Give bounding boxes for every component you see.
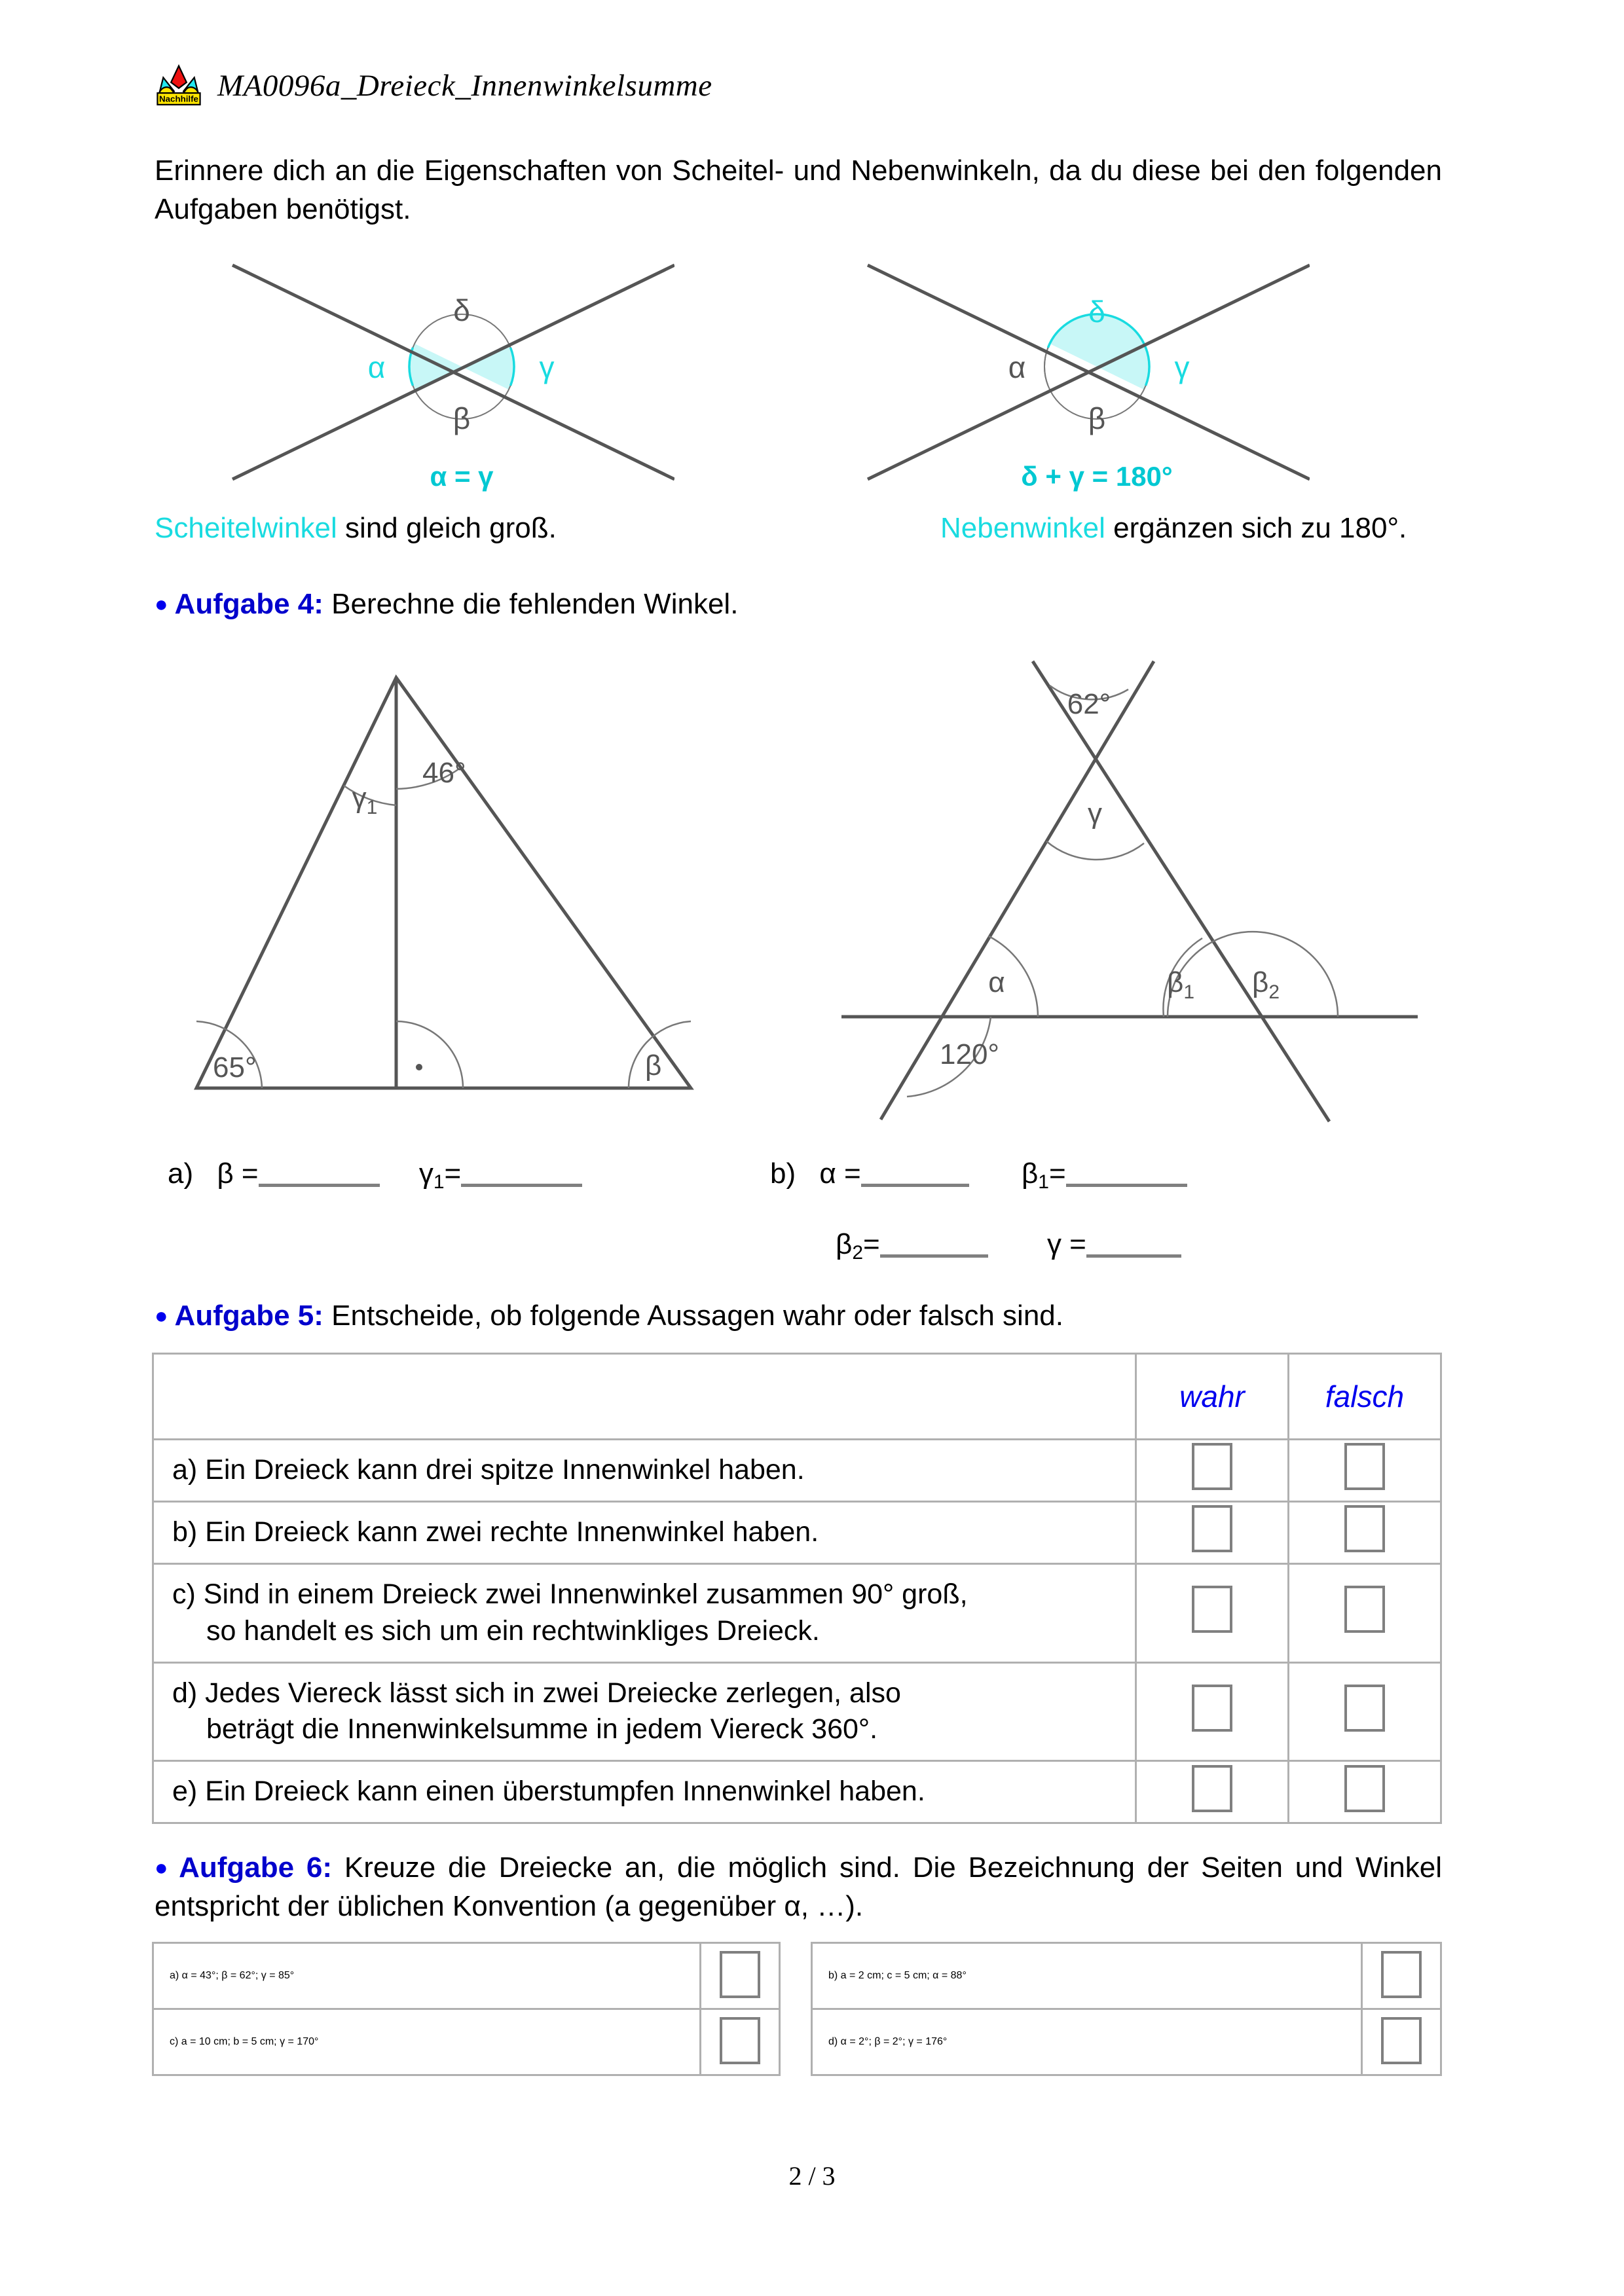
checkbox-e-wahr[interactable] (1192, 1765, 1232, 1812)
label-alpha-2: α (1008, 350, 1026, 384)
label-65: 65° (213, 1051, 257, 1084)
table-row (153, 1662, 1441, 1761)
option-row-b (812, 1943, 1441, 2009)
answer-gamma-label: γ = (1046, 1228, 1086, 1260)
checkbox-b-wahr[interactable] (1192, 1505, 1232, 1552)
option-row-c (153, 2009, 780, 2075)
option-row-a (153, 1943, 780, 2009)
checkbox-cell-e-falsch[interactable] (1289, 1761, 1441, 1823)
answer-beta2-label (836, 1228, 880, 1264)
caption-nebenwinkel (940, 512, 1407, 545)
answer-row-b1 (770, 1157, 1187, 1194)
answer-alpha-blank[interactable] (861, 1184, 969, 1187)
line-right (1033, 661, 1329, 1121)
page-header (155, 63, 712, 109)
formula-nebenwinkel: δ + γ = 180° (1021, 461, 1173, 492)
statement-cell-e (153, 1761, 1136, 1823)
answer-beta1-eq: = (1048, 1157, 1066, 1190)
checkbox-cell-b-falsch[interactable] (1289, 1501, 1441, 1563)
checkbox-cell-c-wahr[interactable] (1136, 1563, 1289, 1662)
arc-gamma-b (1046, 841, 1144, 860)
checkbox-cell-d-falsch[interactable] (1289, 1662, 1441, 1761)
answer-gamma1-blank[interactable] (461, 1184, 582, 1187)
task-6-bullet: ● (155, 1855, 173, 1880)
checkbox-c-wahr[interactable] (1192, 1586, 1232, 1633)
label-gamma-2: γ (1174, 350, 1190, 384)
answer-beta1-letter: β (1021, 1157, 1039, 1190)
header-cell-statement (153, 1354, 1136, 1440)
triangle-outline (196, 678, 691, 1088)
label-beta: β (452, 401, 471, 435)
checkbox-d-wahr[interactable] (1192, 1685, 1232, 1732)
caption-right-highlight: Nebenwinkel (940, 512, 1105, 544)
answer-gamma1-sub: 1 (433, 1171, 445, 1193)
line-left (881, 661, 1154, 1120)
header-falsch-label: falsch (1325, 1379, 1405, 1413)
label-gamma: γ (539, 350, 555, 384)
label-beta-fig-a: β (645, 1049, 662, 1082)
statement-cell-b (153, 1501, 1136, 1563)
checkbox-cell-c-falsch[interactable] (1289, 1563, 1441, 1662)
label-beta1: $\beta_1$ (1167, 966, 1194, 1003)
answer-gamma1-letter: γ (418, 1157, 434, 1190)
label-alpha: α (367, 350, 386, 384)
answer-beta2-eq: = (863, 1228, 880, 1260)
checkbox-b-falsch[interactable] (1344, 1505, 1385, 1552)
task4-figure-a (164, 648, 720, 1120)
logo-label: Nachhilfe (159, 94, 198, 104)
header-wahr-label: wahr (1179, 1379, 1245, 1413)
checkbox-option-d[interactable] (1381, 2017, 1422, 2064)
task-5-text: Entscheide, ob folgende Aussagen wahr oder falsch sind. (323, 1300, 1063, 1332)
statement-b-line1: b) Ein Dreieck kann zwei rechte Innenwinkel haben. (172, 1516, 819, 1548)
checkbox-option-a[interactable] (720, 1951, 760, 1998)
checkbox-e-falsch[interactable] (1344, 1765, 1385, 1812)
checkbox-cell-b-wahr[interactable] (1136, 1501, 1289, 1563)
statement-cell-d (153, 1662, 1136, 1761)
answer-row-a (168, 1157, 582, 1194)
label-delta: δ (453, 293, 470, 327)
answer-beta-blank[interactable] (259, 1184, 380, 1187)
task6-table-left (152, 1942, 781, 2076)
header-cell-falsch (1289, 1354, 1441, 1440)
table-row (153, 1563, 1441, 1662)
task-6-heading (155, 1849, 1442, 1925)
answer-beta1-blank[interactable] (1066, 1184, 1187, 1187)
checkbox-cell-a-falsch[interactable] (1289, 1440, 1441, 1502)
answer-a-prefix: a) (168, 1157, 194, 1190)
option-a-text: a) α = 43°; β = 62°; γ = 85° (153, 1943, 701, 2009)
label-gamma1: $\gamma_1$ (352, 782, 378, 818)
answer-row-b2 (836, 1228, 1181, 1264)
answer-alpha-label: α = (819, 1157, 861, 1190)
label-gamma-b: γ (1088, 797, 1102, 829)
nebenwinkel-diagram (851, 242, 1310, 498)
checkbox-cell-a-wahr[interactable] (1136, 1440, 1289, 1502)
answer-beta1-label (1021, 1157, 1066, 1193)
answer-beta2-blank[interactable] (880, 1254, 988, 1258)
answer-beta-label: β = (217, 1157, 259, 1190)
task4-figure-b (841, 645, 1418, 1123)
task6-grid-left (152, 1942, 781, 2076)
task5-table (152, 1353, 1442, 1824)
option-d-checkbox-cell[interactable] (1362, 2009, 1441, 2075)
task-4-label: Aufgabe 4: (174, 588, 323, 620)
label-46: 46° (422, 757, 466, 789)
statement-a-line1: a) Ein Dreieck kann drei spitze Innenwinkel haben. (172, 1454, 805, 1485)
statement-e-line1: e) Ein Dreieck kann einen überstumpfen Innenwinkel haben. (172, 1776, 925, 1808)
table-row (153, 1440, 1441, 1502)
table-row (153, 1501, 1441, 1563)
checkbox-c-falsch[interactable] (1344, 1586, 1385, 1633)
checkbox-cell-e-wahr[interactable] (1136, 1761, 1289, 1823)
intro-paragraph: Erinnere dich an die Eigenschaften von Scheitel- und Nebenwinkeln, da du diese bei den folgenden Aufgaben benötigst. (155, 155, 1442, 225)
option-row-d (812, 2009, 1441, 2075)
label-120: 120° (940, 1038, 1000, 1070)
checkbox-option-b[interactable] (1381, 1951, 1422, 1998)
task-6-text: Kreuze die Dreiecke an, die möglich sind. Die Bezeichnung der Seiten und Winkel entspricht der üblichen Konvention (a gegenüber α, …). (155, 1851, 1442, 1922)
label-62: 62° (1067, 688, 1111, 720)
checkbox-option-c[interactable] (720, 2017, 760, 2064)
formula-scheitelwinkel: α = γ (430, 461, 494, 492)
checkbox-a-falsch[interactable] (1344, 1443, 1385, 1490)
header-cell-wahr (1136, 1354, 1289, 1440)
task-6-label: Aufgabe 6: (179, 1851, 333, 1884)
label-delta-2: δ (1088, 295, 1105, 329)
answer-beta2-letter: β (836, 1228, 853, 1260)
nachhilfe-logo-icon (155, 63, 203, 109)
caption-left-highlight: Scheitelwinkel (155, 512, 337, 544)
arc-right-angle (396, 1021, 463, 1088)
answer-beta1-sub: 1 (1038, 1171, 1049, 1193)
task-4-bullet: ● (155, 592, 168, 617)
checkbox-d-falsch[interactable] (1344, 1685, 1385, 1732)
statement-c-line1: c) Sind in einem Dreieck zwei Innenwinkel zusammen 90° groß, (172, 1578, 968, 1610)
task-5-label: Aufgabe 5: (174, 1300, 323, 1332)
task-5-heading (155, 1300, 1063, 1332)
page-number: 2 / 3 (788, 2161, 836, 2191)
option-b-checkbox-cell[interactable] (1362, 1943, 1441, 2009)
answer-gamma1-label (418, 1157, 462, 1193)
table-header-row (153, 1354, 1441, 1440)
table-row (153, 1761, 1441, 1823)
option-a-checkbox-cell[interactable] (701, 1943, 780, 2009)
document-title: MA0096a_Dreieck_Innenwinkelsumme (217, 69, 712, 103)
option-d-text: d) α = 2°; β = 2°; γ = 176° (812, 2009, 1362, 2075)
task6-table-right (811, 1942, 1442, 2076)
label-beta-2: β (1088, 401, 1106, 435)
task-4-text: Berechne die fehlenden Winkel. (323, 588, 739, 620)
caption-left-rest: sind gleich groß. (337, 512, 557, 544)
statement-d-line1: d) Jedes Viereck lässt sich in zwei Dreiecke zerlegen, also (172, 1677, 901, 1709)
task-5-bullet: ● (155, 1303, 168, 1328)
option-c-checkbox-cell[interactable] (701, 2009, 780, 2075)
task6-grid-right (811, 1942, 1442, 2076)
statement-d-line2: beträgt die Innenwinkelsumme in jedem Viereck 360°. (206, 1713, 878, 1745)
checkbox-a-wahr[interactable] (1192, 1443, 1232, 1490)
option-b-text: b) a = 2 cm; c = 5 cm; α = 88° (812, 1943, 1362, 2009)
label-beta2: $\beta_2$ (1252, 966, 1280, 1003)
answer-gamma1-eq: = (444, 1157, 462, 1190)
page-footer (0, 2160, 1624, 2191)
task-4-heading (155, 588, 738, 621)
right-angle-dot-icon (416, 1064, 422, 1070)
label-alpha-b: α (988, 966, 1005, 998)
statement-cell-a (153, 1440, 1136, 1502)
answer-gamma-blank[interactable] (1086, 1254, 1181, 1258)
statement-c-line2: so handelt es sich um ein rechtwinkliges Dreieck. (206, 1614, 820, 1647)
caption-right-rest: ergänzen sich zu 180°. (1105, 512, 1407, 544)
scheitelwinkel-diagram (216, 242, 674, 498)
answer-b-prefix: b) (770, 1157, 796, 1190)
checkbox-cell-d-wahr[interactable] (1136, 1662, 1289, 1761)
caption-scheitelwinkel (155, 512, 557, 545)
answer-beta2-sub: 2 (852, 1242, 863, 1264)
option-c-text: c) a = 10 cm; b = 5 cm; γ = 170° (153, 2009, 701, 2075)
statement-cell-c (153, 1563, 1136, 1662)
